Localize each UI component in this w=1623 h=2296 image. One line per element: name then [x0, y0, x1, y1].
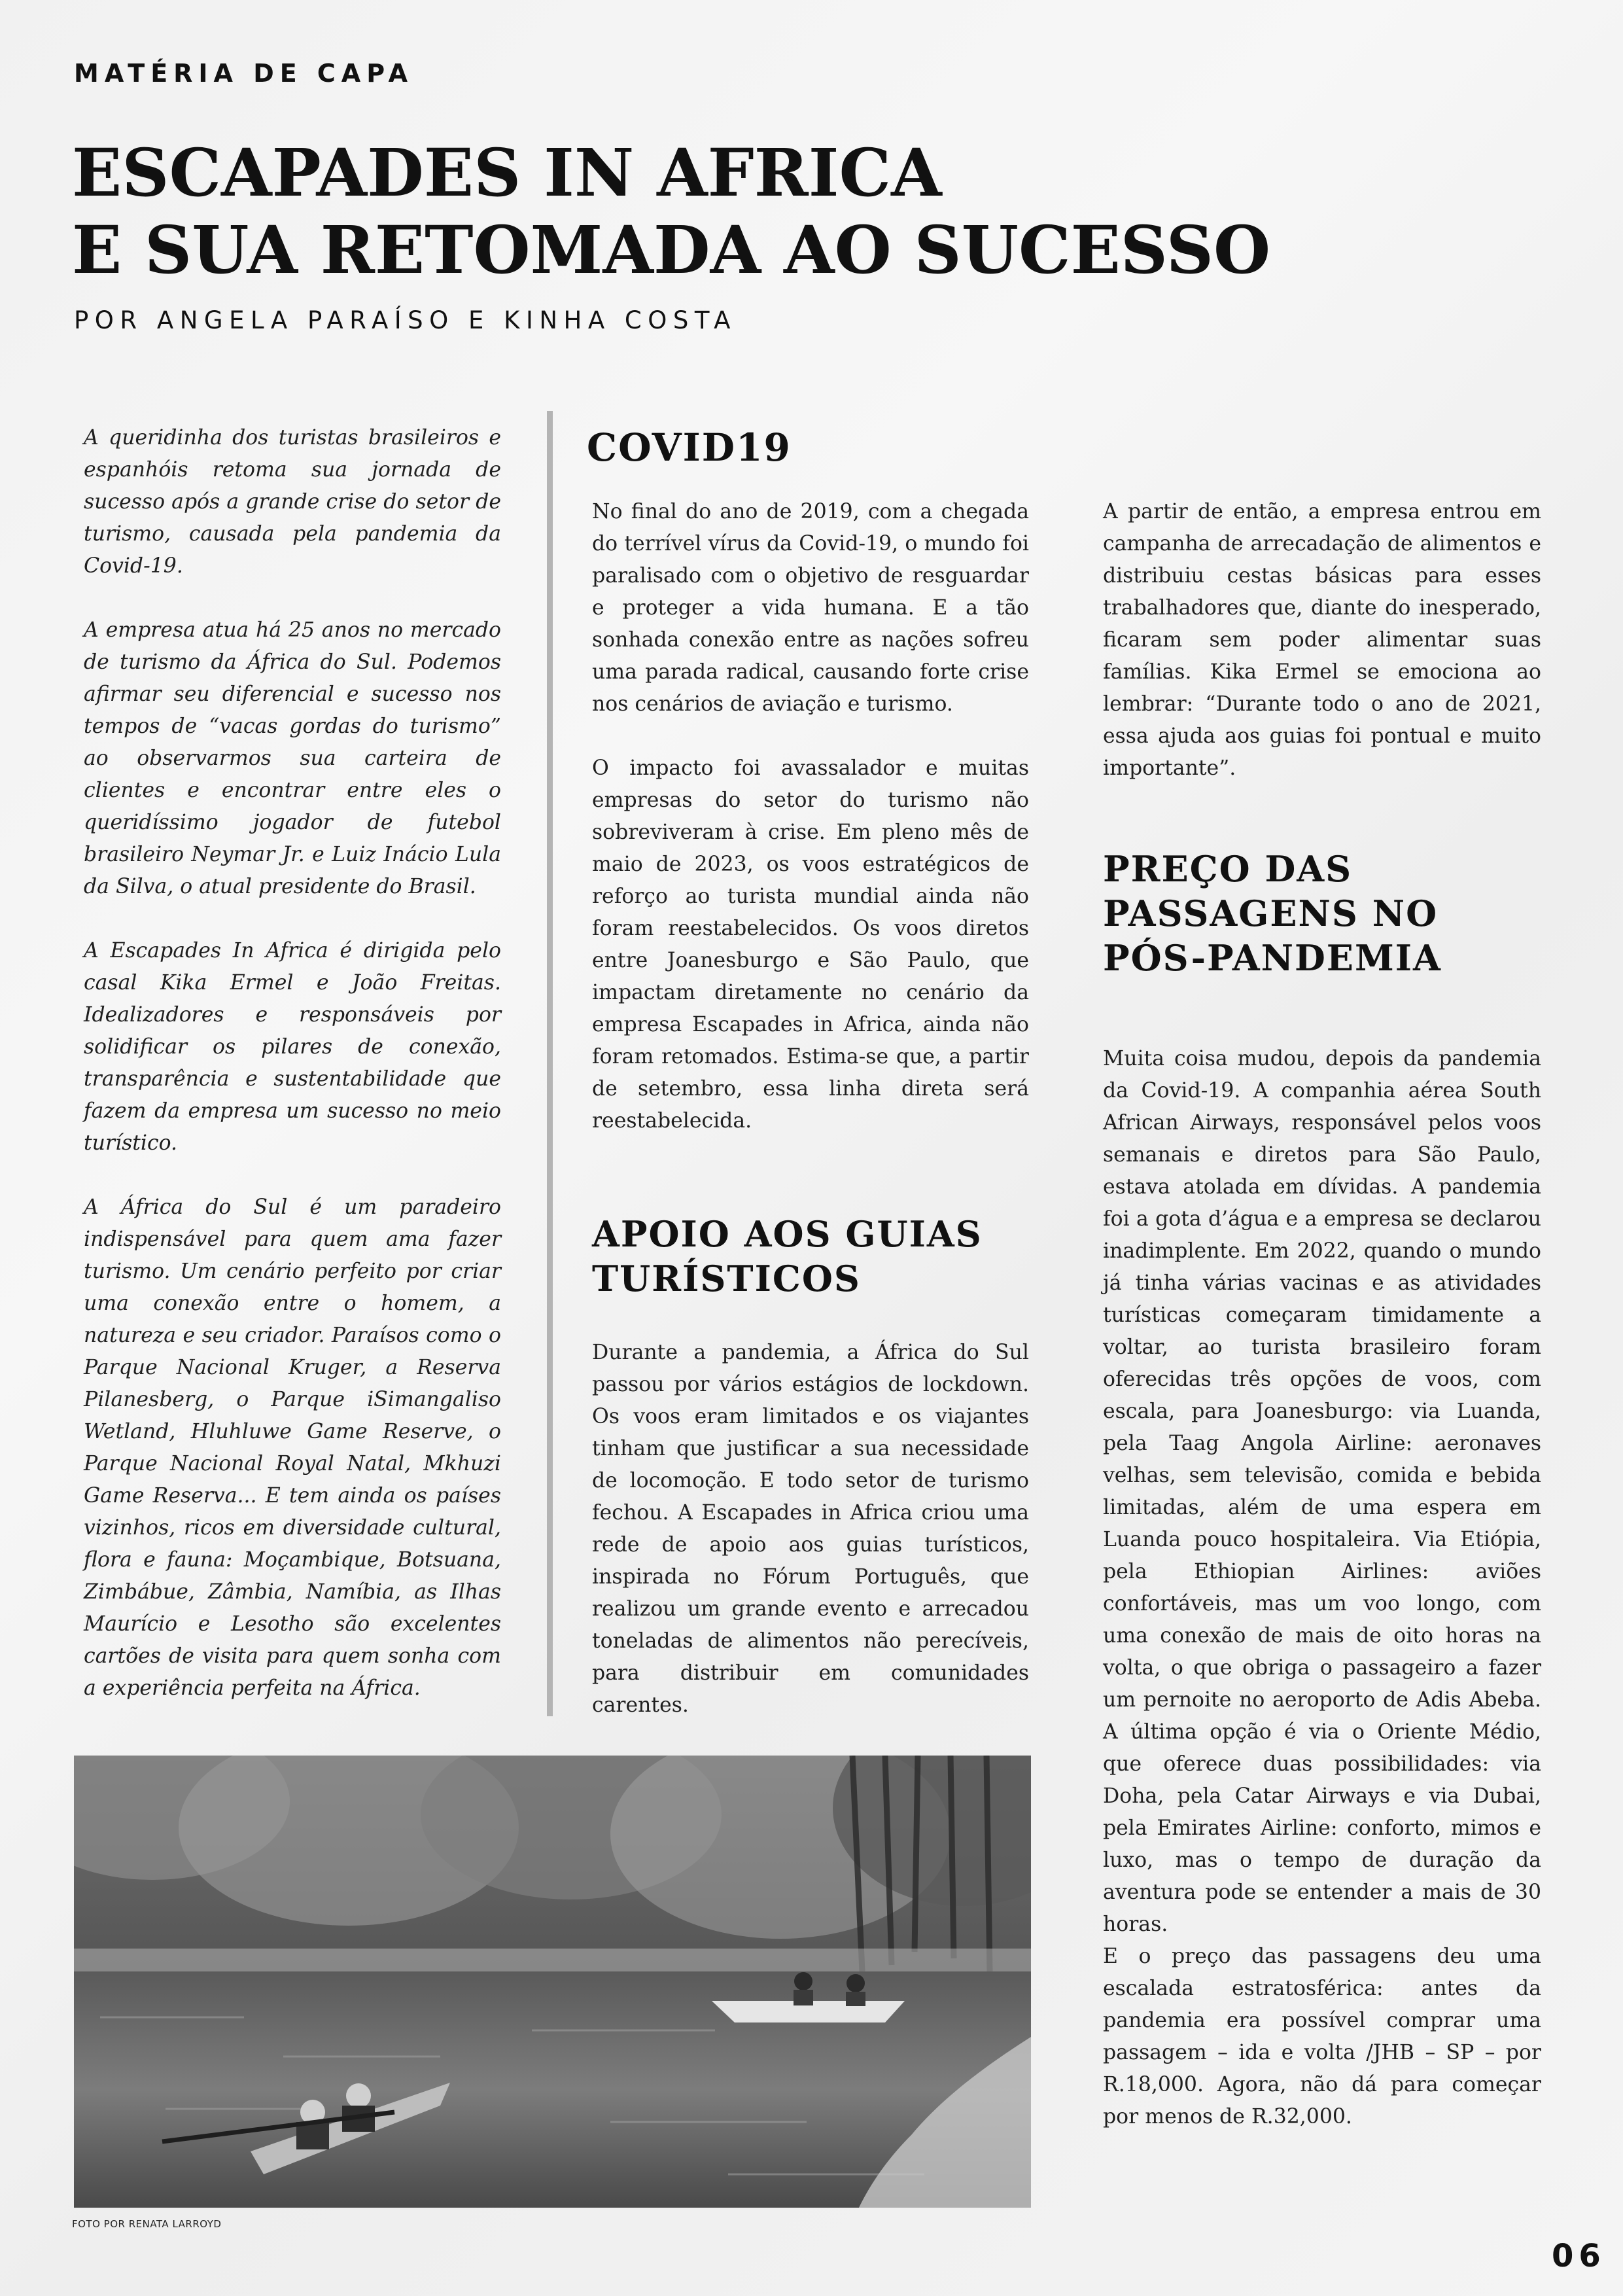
intro-paragraph: A empresa atua há 25 anos no mercado de turismo da África do Sul. Podemos afirmar seu diferencial e sucesso nos tempos de “vacas gordas do turismo” ao observarmos sua carteira de clientes e encontrar entre eles o queridíssimo jogador de futebol brasileiro Neymar Jr. e Luiz Inácio Lula da Silva, o atual presidente do Brasil. — [84, 618, 501, 898]
headline-line-1: ESCAPADES IN AFRICA — [72, 134, 942, 211]
preco-column — [1103, 1043, 1541, 2133]
preco-paragraph-2: E o preço das passagens deu uma escalada estratosférica: antes da pandemia era possível comprar uma passagem – ida e volta /JHB – SP – por R.18,000. Agora, não dá para começar por menos de R.32,000. — [1103, 1945, 1541, 2128]
intro-paragraph: A queridinha dos turistas brasileiros e espanhóis retoma sua jornada de sucesso após a grande crise do setor de turismo, causada pela pandemia da Covid-19. — [84, 426, 501, 578]
intro-paragraph: A Escapades In Africa é dirigida pelo casal Kika Ermel e João Freitas. Idealizadores e responsáveis por solidificar os pilares de conexão, transparência e sustentabilidade que fazem da empresa um sucesso no meio turístico. — [84, 939, 501, 1155]
preco-paragraph-1: Muita coisa mudou, depois da pandemia da Covid-19. A companhia aérea South African Airways, responsável pelos voos semanais e diretos para São Paulo, estava atolada em dívidas. A pandemia foi a gota d’água e a empresa se declarou inadimplente. Em 2022, quando o mundo já tinha várias vacinas e as atividades turísticas começaram timidamente a voltar, ao turista brasileiro foram oferecidas três opções de voos, com escala, para Joanesburgo: via Luanda, pela Taag Angola Airline: aeronaves velhas, sem televisão, comida e bebida limitadas, além de uma espera em Luanda pouco hospitaleira. Via Etiópia, pela Ethiopian Airlines: aviões confortáveis, mas um voo longo, com uma conexão de mais de oito horas na volta, o que obriga o passageiro a fazer um pernoite no aeroporto de Adis Abeba. A última opção é via o Oriente Médio, que oferece duas possibilidades: via Doha, pela Catar Airways e via Dubai, pela Emirates Airline: conforto, mimos e luxo, mas o tempo de duração da aventura pode se entender a mais de 30 horas. — [1103, 1047, 1541, 1936]
byline: POR ANGELA PARAÍSO E KINHA COSTA — [74, 306, 737, 334]
apoio-paragraph: Durante a pandemia, a África do Sul passou por vários estágios de lockdown. Os voos eram limitados e os viajantes tinham que justificar a sua necessidade de locomoção. E todo setor de turismo fechou. A Escapades in Africa criou uma rede de apoio aos guias turísticos, inspirada no Fórum Português, que realizou um grande evento e arrecadou toneladas de alimentos não perecíveis, para distribuir em comunidades carentes. — [592, 1341, 1029, 1717]
preco-heading-line-2: PASSAGENS NO — [1103, 892, 1439, 934]
section-kicker: MATÉRIA DE CAPA — [74, 59, 413, 88]
covid-paragraph: O impacto foi avassalador e muitas empresas do setor do turismo não sobreviveram à crise. Em pleno mês de maio de 2023, os voos estratégicos de reforço ao turista mundial ainda não foram reestabelecidos. Os voos diretos entre Joanesburgo e São Paulo, que impactam diretamente no cenário da empresa Escapades in Africa, ainda não foram retomados. Estima-se que, a partir de setembro, essa linha direta será reestabelecida. — [592, 756, 1029, 1133]
headline — [72, 134, 1380, 289]
covid-column — [592, 496, 1029, 1137]
covid-paragraph: No final do ano de 2019, com a chegada do terrível vírus da Covid-19, o mundo foi paralisado com o objetivo de resguardar e proteger a vida humana. E a tão sonhada conexão entre as nações sofreu uma parada radical, causando forte crise nos cenários de aviação e turismo. — [592, 500, 1029, 716]
intro-paragraph: A África do Sul é um paradeiro indispensável para quem ama fazer turismo. Um cenário perfeito por criar uma conexão entre o homem, a natureza e seu criador. Paraísos como o Parque Nacional Kruger, a Reserva Pilanesberg, o Parque iSimangaliso Wetland, Hluhluwe Game Reserve, o Parque Nacional Royal Natal, Mkhuzi Game Reserva... E tem ainda os países vizinhos, ricos em diversidade cultural, flora e fauna: Moçambique, Botsuana, Zimbábue, Zâmbia, Namíbia, as Ilhas Maurício e Lesotho são excelentes cartões de visita para quem sonha com a experiência perfeita na África. — [84, 1195, 501, 1700]
page-number: 06 — [1552, 2238, 1606, 2274]
column-divider — [547, 411, 553, 1716]
intro-column — [84, 422, 501, 1704]
preco-heading-line-1: PREÇO DAS — [1103, 848, 1353, 890]
apoio-column — [592, 1337, 1029, 1722]
preco-heading — [1103, 847, 1561, 980]
apoio-heading: APOIO AOS GUIAS TURÍSTICOS — [592, 1213, 983, 1299]
covid-heading: COVID19 — [587, 425, 792, 470]
canoe-river-illustration — [74, 1756, 1031, 2208]
preco-heading-line-3: PÓS-PANDEMIA — [1103, 937, 1442, 979]
photo-caption: FOTO POR RENATA LARROYD — [72, 2218, 222, 2230]
headline-line-2: E SUA RETOMADA AO SUCESSO — [72, 211, 1271, 289]
continuation-paragraph: A partir de então, a empresa entrou em campanha de arrecadação de alimentos e distribuiu cestas básicas para esses trabalhadores que, diante do inesperado, ficaram sem poder alimentar suas famílias. Kika Ermel se emociona ao lembrar: “Durante todo o ano de 2021, essa ajuda aos guias foi pontual e muito importante”. — [1103, 500, 1541, 780]
canoe-river-photo — [74, 1756, 1031, 2208]
right-continuation — [1103, 496, 1541, 785]
